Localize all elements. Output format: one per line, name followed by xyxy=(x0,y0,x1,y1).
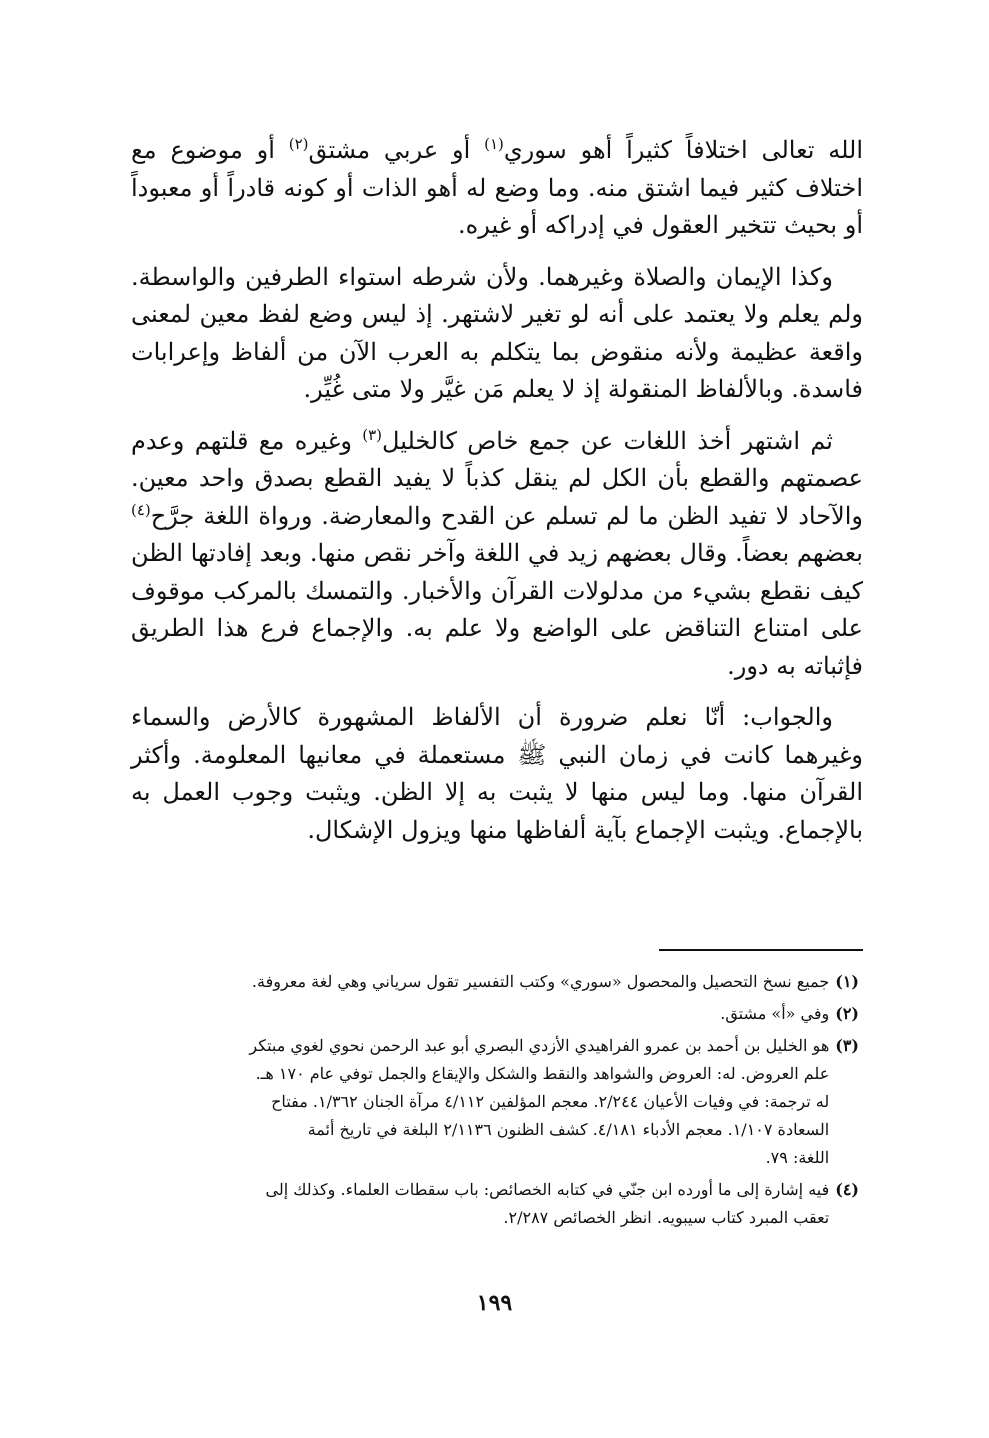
footnote-4 xyxy=(131,1176,859,1232)
footnote-text xyxy=(131,1000,829,1028)
text-line: ولم يعلم ولا يعتمد على أنه لو تغير لاشتهر. إذ ليس وضع لفظ معين لمعنى xyxy=(131,300,863,328)
footnote-line: وفي «أ» مشتق. xyxy=(720,1004,830,1023)
footnotes xyxy=(131,968,859,1236)
paragraph-1 xyxy=(131,132,863,245)
footnote-ref-4[interactable]: (٤) xyxy=(131,500,151,519)
text-line: وكذا الإيمان والصلاة وغيرهما. ولأن شرطه استواء الطرفين والواسطة. xyxy=(131,262,833,291)
text-line: معين. والآحاد لا تفيد الظن ما لم تسلم عن القدح والمعارضة. ورواة اللغة xyxy=(131,464,863,530)
footnote-number: (١) xyxy=(835,972,859,991)
text-line: أو موضوع مع xyxy=(131,136,289,164)
paragraph-3 xyxy=(131,423,863,686)
text-line: جرَّح xyxy=(150,501,195,530)
text-line: بعضهم بعضاً. وقال بعضهم زيد في اللغة وآخر نقص منها. وبعد xyxy=(259,539,863,567)
footnote-text xyxy=(131,1032,829,1172)
text-line: ويثبت الإجماع بآية ألفاظها منها ويزول الإشكال. xyxy=(307,815,770,844)
footnote-text xyxy=(131,968,829,996)
footnote-line: جميع نسخ التحصيل والمحصول «سوري» وكتب التفسير تقول سرياني وهي لغة معروفة. xyxy=(251,972,830,991)
footnote-line: له ترجمة: في وفيات الأعيان ٢/٢٤٤. معجم المؤلفين ٤/١١٢ مرآة الجنان ١/٣٦٢. مفتاح xyxy=(271,1092,830,1111)
text-line: والجواب: أنّا نعلم ضرورة أن الألفاظ المشهورة كالأرض والسماء xyxy=(131,703,833,731)
footnote-1 xyxy=(131,968,859,996)
text-line: بالمركب موقوف على امتناع التناقض على الواضع ولا علم به. والإجماع xyxy=(131,576,863,642)
text-line: منها. وما ليس منها لا يثبت به إلا الظن. ويثبت وجوب العمل به بالإجماع. xyxy=(131,778,863,844)
text-line: الله تعالى اختلافاً كثيراً أهو سوري xyxy=(503,136,863,164)
text-line: فرع هذا الطريق فإثباته به دور. xyxy=(131,614,863,680)
paragraph-2 xyxy=(131,259,863,409)
footnote-number: (٤) xyxy=(835,1180,859,1199)
footnote-number: (٢) xyxy=(835,1004,859,1023)
footnote-line: اللغة: ٧٩. xyxy=(765,1148,830,1167)
page-number: ١٩٩ xyxy=(476,1290,513,1316)
text-line: أو بحيث تتخير العقول في إدراكه أو غيره. xyxy=(458,211,863,239)
text-line: إفادتها الظن كيف نقطع بشيء من مدلولات القرآن والأخبار. والتمسك xyxy=(131,539,864,605)
footnote-line: تعقب المبرد كتاب سيبويه. انظر الخصائص ٢/٢٨٧. xyxy=(503,1208,830,1227)
footnote-text xyxy=(131,1176,829,1232)
footnote-ref-3[interactable]: (٣) xyxy=(362,425,383,444)
footnote-separator xyxy=(659,949,863,951)
footnote-ref-1[interactable]: (١) xyxy=(484,135,504,153)
footnote-ref-2[interactable]: (٢) xyxy=(288,135,309,153)
text-line: وغيره مع قلتهم xyxy=(194,426,363,455)
text-line: اختلاف كثير فيما اشتق منه. وما وضع له أهو الذات أو كونه قادراً أو معبوداً xyxy=(131,173,863,202)
footnote-2 xyxy=(131,1000,859,1028)
text-line: ثم اشتهر أخذ اللغات عن جمع خاص كالخليل xyxy=(382,426,833,455)
text-line: أو عربي مشتق xyxy=(308,136,485,164)
paragraph-4 xyxy=(131,699,863,849)
footnote-number: (٣) xyxy=(835,1036,859,1055)
footnote-line: علم العروض. له: العروض والشواهد والنقط والشكل والإيقاع والجمل توفي عام ١٧٠ هـ. xyxy=(255,1064,830,1083)
footnote-line: السعادة ١/١٠٧. معجم الأدباء ٤/١٨١. كشف الظنون ٢/١١٣٦ البلغة في تاريخ أئمة xyxy=(307,1120,830,1139)
footnote-3 xyxy=(131,1032,859,1172)
main-text xyxy=(131,132,863,863)
footnote-line: فيه إشارة إلى ما أورده ابن جنّي في كتابه الخصائص: باب سقطات العلماء. وكذلك إلى xyxy=(265,1180,830,1199)
text-line: وغيرهما كانت في زمان النبي ﷺ مستعملة في معانيها المعلومة. وأكثر القرآن xyxy=(131,740,863,806)
footnote-line: هو الخليل بن أحمد بن عمرو الفراهيدي الأزدي البصري أبو عبد الرحمن نحوي لغوي مبتكر xyxy=(249,1036,830,1055)
text-line: واقعة عظيمة ولأنه منقوض بما يتكلم به العرب الآن من ألفاظ وإعرابات xyxy=(131,337,863,366)
text-line: فاسدة. وبالألفاظ المنقولة إذ لا يعلم مَن غيَّر ولا متى غُيِّر. xyxy=(303,375,863,403)
text-line: وعدم عصمتهم والقطع بأن الكل لم ينقل كذباً لا يفيد القطع بصدق واحد xyxy=(131,426,863,492)
